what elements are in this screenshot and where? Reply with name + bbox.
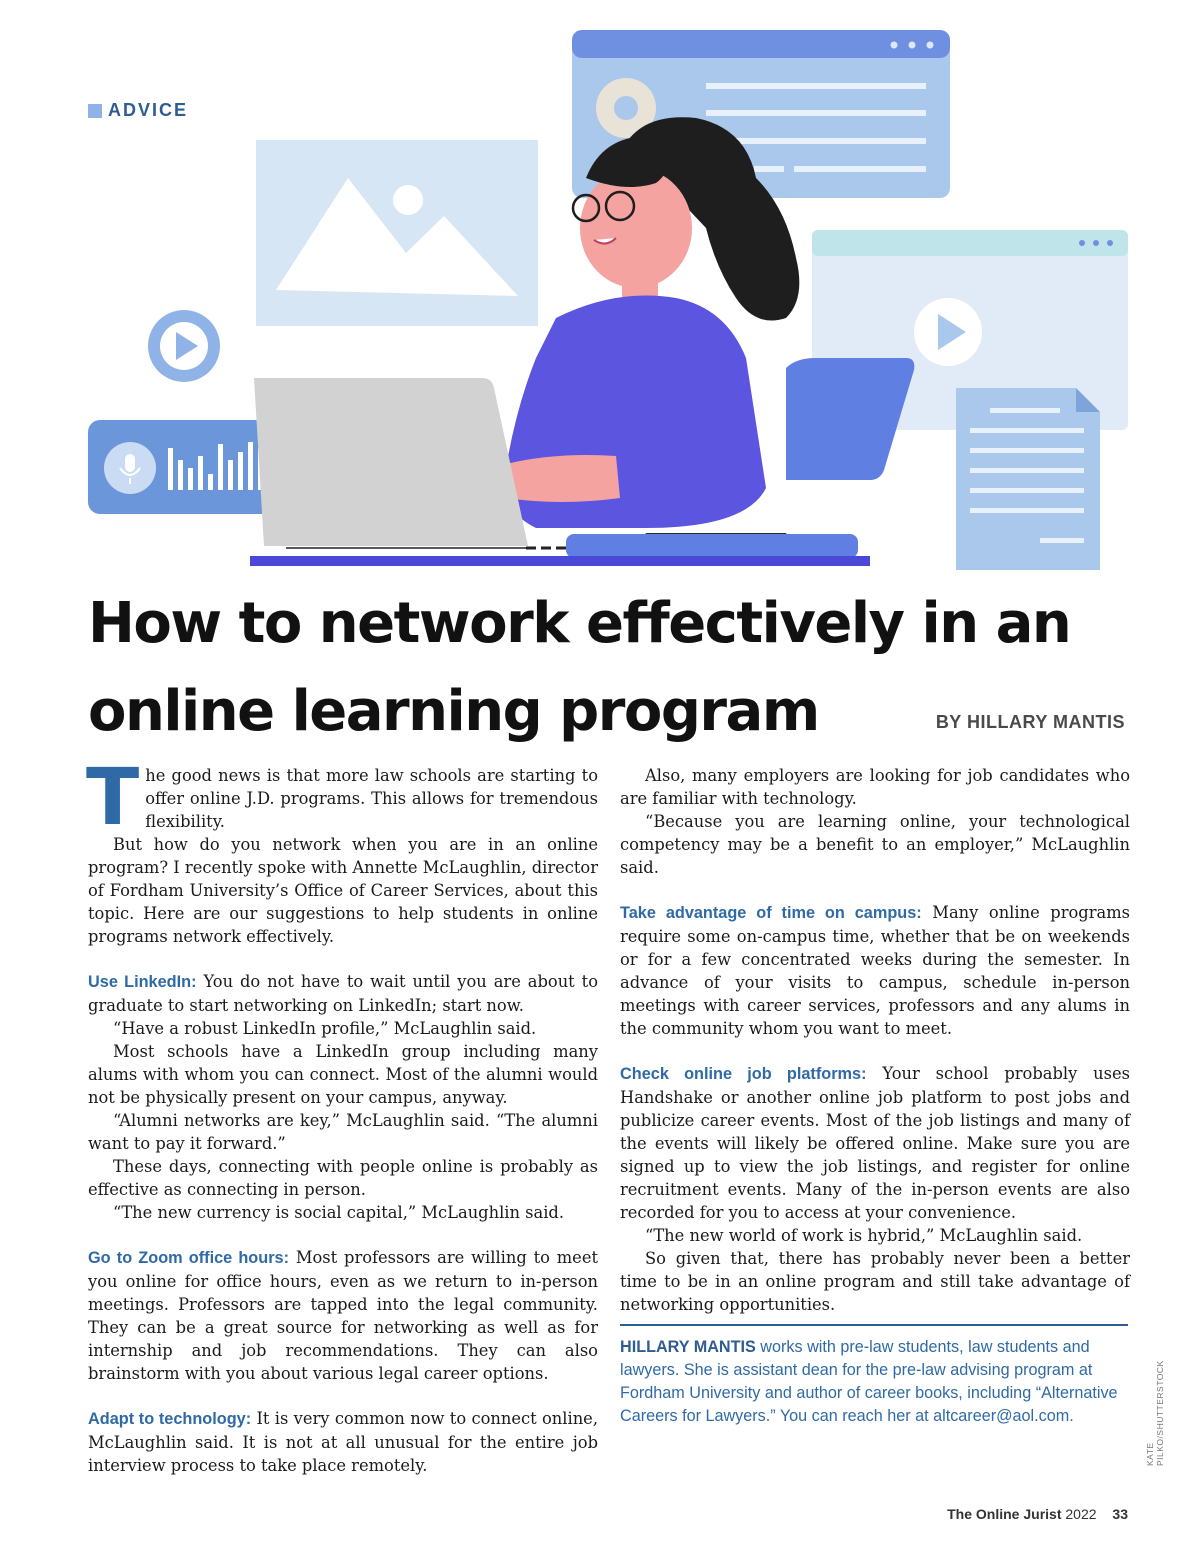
publication-name: The Online Jurist (947, 1506, 1062, 1522)
section-campus: Take advantage of time on campus: Many online programs require some on-campus time, whether that be on weekends or for a few concentrated weeks during the semester. In advance of your visits to campus, schedule in-person meetings with career services, professors and any alums in the community whom you want to meet. (620, 903, 1130, 1038)
article-headline: How to network effectively in an online learning program (88, 591, 1071, 744)
body-paragraph: Also, many employers are looking for job candidates who are familiar with technology. (620, 766, 1130, 808)
section-lead: Use LinkedIn: (88, 973, 197, 991)
body-paragraph: “The new world of work is hybrid,” McLaughlin said. (645, 1226, 1083, 1245)
page-footer (947, 1506, 1128, 1522)
document-icon (956, 388, 1100, 570)
author-bio-text: works with pre-law students, law students and lawyers. She is assistant dean for the pre-law advising program at Fordham University and author of career books, including “Alternative Careers for Lawyers.” You can reach her at altcareer@aol.com. (620, 1338, 1118, 1425)
intro-paragraph: The good news is that more law schools are starting to offer online J.D. programs. This allows for tremendous flexibility. (86, 753, 598, 843)
section-lead: Adapt to technology: (88, 1410, 252, 1428)
section-lead: Go to Zoom office hours: (88, 1249, 290, 1267)
author-bio (620, 1336, 1130, 1428)
article-column-left (86, 753, 598, 1477)
section-platforms: Check online job platforms: Your school probably uses Handshake or another online job platform to post jobs and publicize career events. Most of the job listings and many of the events will likely be offered online. Make sure you are signed up to view the job listings, and register for online recruitment events. Many of the in-person events are also recorded for you to access at your convenience. (620, 1064, 1130, 1222)
body-paragraph: So given that, there has probably never been a better time to be in an online program and still take advantage of networking opportunities. (620, 1249, 1130, 1314)
body-paragraph: “The new currency is social capital,” McLaughlin said. (113, 1203, 565, 1222)
section-linkedin: Use LinkedIn: You do not have to wait until you are about to graduate to start networking on LinkedIn; start now. (88, 972, 598, 1015)
section-tag-label: ADVICE (108, 100, 189, 120)
body-paragraph: These days, connecting with people online is probably as effective as connecting in person. (88, 1157, 598, 1199)
section-technology: Adapt to technology: It is very common now to connect online, McLaughlin said. It is not at all unusual for the entire job interview process to take place remotely. (88, 1409, 598, 1475)
hero-illustration (86, 28, 1132, 573)
body-paragraph: “Alumni networks are key,” McLaughlin said. “The alumni want to pay it forward.” (88, 1111, 598, 1153)
drop-cap: T (86, 753, 140, 843)
section-lead: Take advantage of time on campus: (620, 904, 922, 922)
image-icon (256, 140, 538, 326)
page-number: 33 (1112, 1506, 1128, 1522)
section-zoom: Go to Zoom office hours: Most professors are willing to meet you online for office hours, even as we return to in-person meetings. Professors are tapped into the legal community. They can be a great source for networking as well as for internship and job recommendations. They can also brainstorm with you about various legal career options. (88, 1248, 598, 1383)
desk (250, 556, 870, 566)
bio-divider (620, 1324, 1128, 1326)
body-paragraph: Most schools have a LinkedIn group including many alums with whom you can connect. Most of the alumni would not be physically present on your campus, anyway. (88, 1042, 598, 1107)
woman-figure (504, 117, 799, 551)
body-paragraph: But how do you network when you are in an online program? I recently spoke with Annette McLaughlin, director of Fordham University’s Office of Career Services, about this topic. Here are our suggestions to help students in online programs network effectively. (88, 835, 598, 946)
section-lead: Check online job platforms: (620, 1065, 867, 1083)
body-paragraph: “Because you are learning online, your technological competency may be a benefit to an employer,” McLaughlin said. (620, 812, 1130, 877)
body-paragraph: “Have a robust LinkedIn profile,” McLaughlin said. (113, 1019, 537, 1038)
photo-credit: KATE PILKO/SHUTTERSTOCK (1145, 1360, 1165, 1466)
publication-year: 2022 (1065, 1506, 1097, 1522)
article-column-right (620, 764, 1130, 1316)
author-bio-name: HILLARY MANTIS (620, 1338, 756, 1356)
article-byline: BY HILLARY MANTIS (935, 712, 1125, 732)
play-icon (148, 310, 220, 382)
